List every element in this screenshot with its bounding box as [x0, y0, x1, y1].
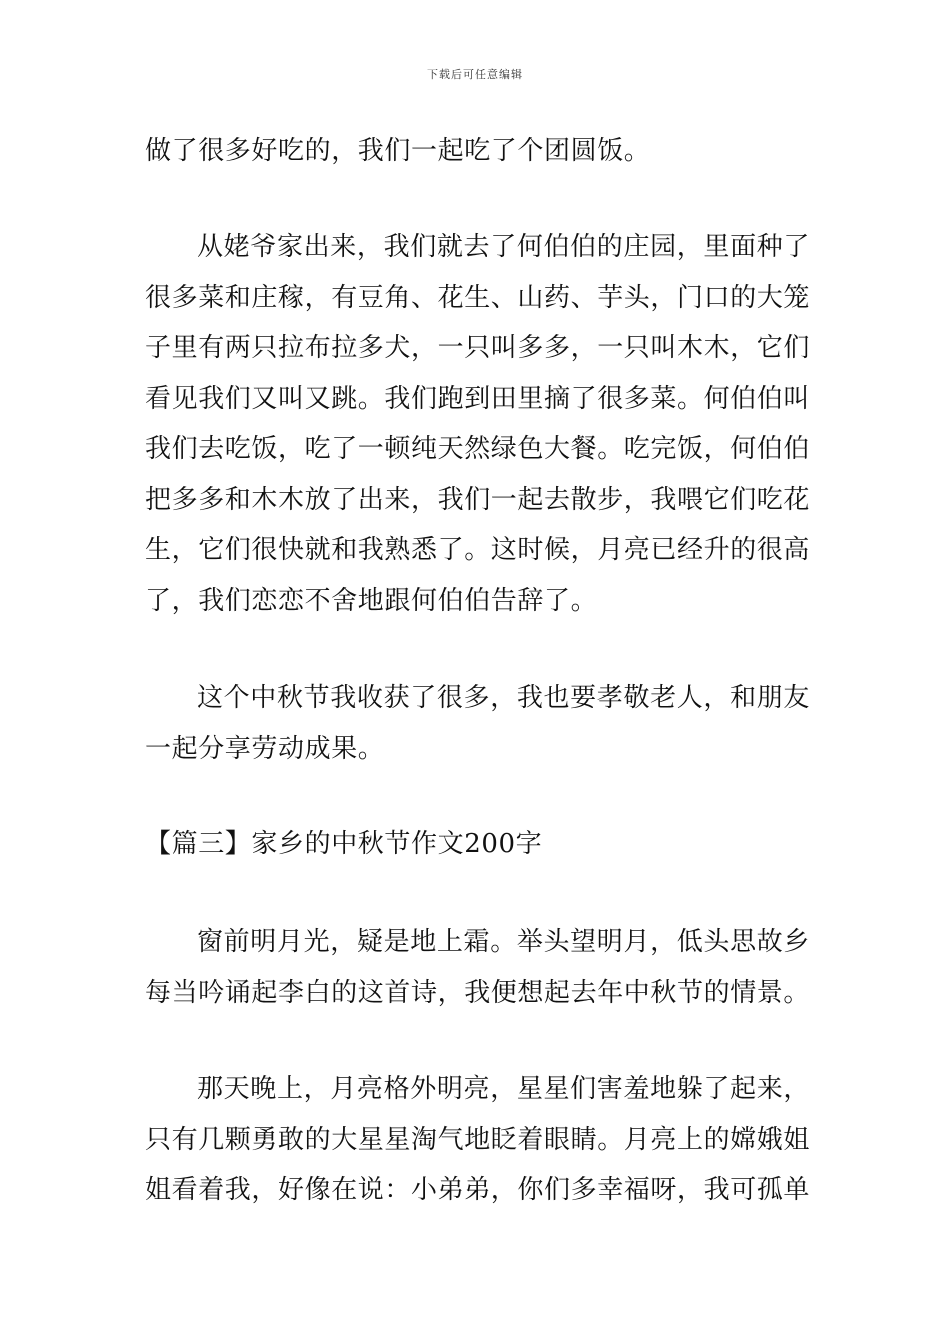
paragraph-poem [145, 917, 810, 1018]
section-heading-text: 【篇三】家乡的中秋节作文200字 [145, 829, 543, 859]
page-header: 下载后可任意编辑 [427, 68, 523, 81]
paragraph-text: 从姥爷家出来，我们就去了何伯伯的庄园，里面种了很多菜和庄稼，有豆角、花生、山药、芋头，门口的大笼子里有两只拉布拉多犬，一只叫多多，一只叫木木，它们看见我们又叫又跳。我们跑到田里摘了很多菜。何伯伯叫我们去吃饭，吃了一顿纯天然绿色大餐。吃完饭，何伯伯把多多和木木放了出来，我们一起去散步，我喂它们吃花生，它们很快就和我熟悉了。这时候，月亮已经升的很高了，我们恋恋不舍地跟何伯伯告辞了。 [145, 232, 811, 616]
paragraph-text: 这个中秋节我收获了很多，我也要孝敬老人，和朋友一起分享劳动成果。 [145, 683, 810, 764]
paragraph-text: 那天晚上，月亮格外明亮，星星们害羞地躲了起来，只有几颗勇敢的大星星淘气地眨着眼睛。月亮上的嫦娥姐姐看着我，好像在说：小弟弟，你们多幸福呀，我可孤单 [145, 1074, 811, 1205]
paragraph-visit-manor [145, 222, 810, 626]
paragraph-text: 做了很多好吃的，我们一起吃了个团圆饭。 [145, 136, 651, 166]
paragraph-continuation [145, 126, 810, 177]
paragraph-night [145, 1064, 810, 1216]
section-heading [145, 819, 810, 870]
paragraph-text: 窗前明月光，疑是地上霜。举头望明月，低头思故乡每当吟诵起李白的这首诗，我便想起去年中秋节的情景。 [145, 927, 811, 1008]
paragraph-reflection [145, 673, 810, 774]
